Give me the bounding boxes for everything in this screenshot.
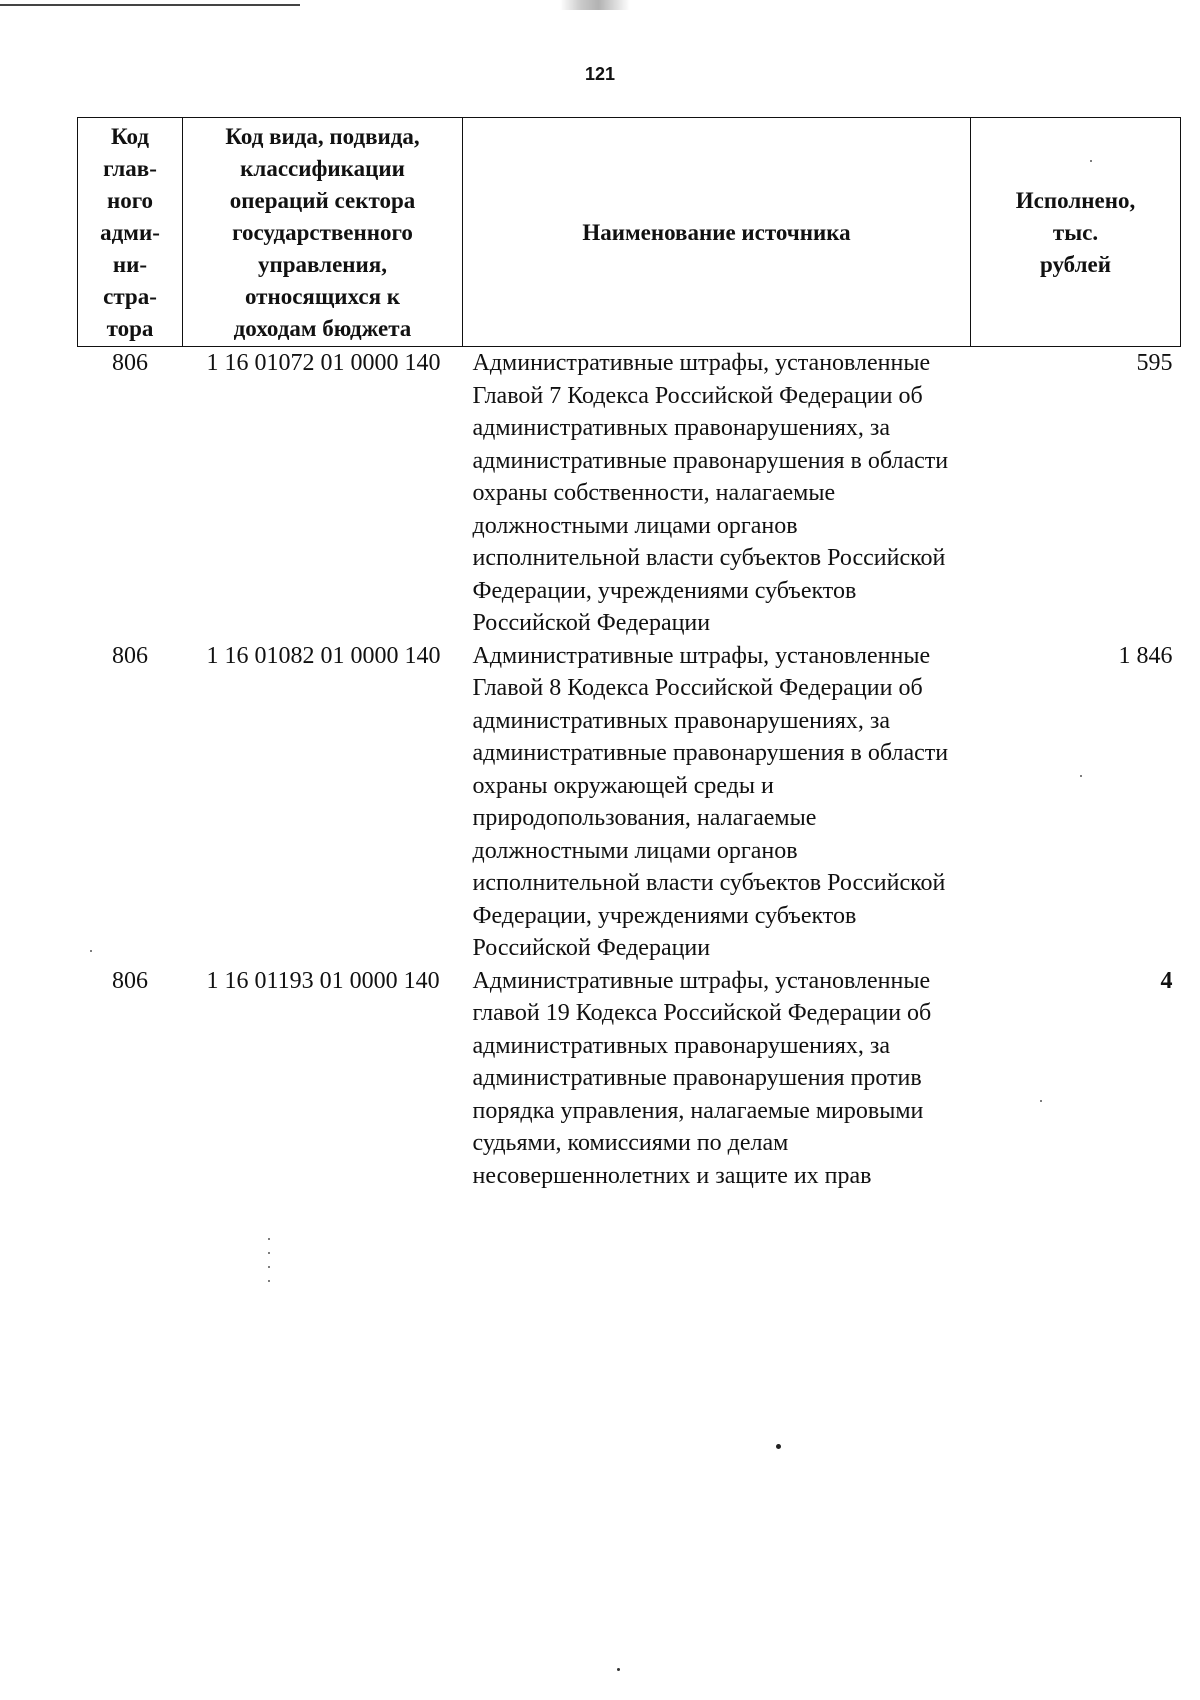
scan-speck: [268, 1266, 270, 1268]
table-header-row: [78, 118, 1181, 347]
budget-income-table: [77, 117, 1181, 1192]
table-row: [78, 347, 1181, 640]
scan-speck: [617, 1668, 620, 1671]
executed-amount-cell: 1 846: [1118, 642, 1173, 669]
scan-artifact: [560, 0, 630, 10]
scan-speck: [90, 950, 92, 952]
admin-code-cell: 806: [112, 350, 148, 376]
header-type-code: Код вида, подвида, классификации операций сектора государственного управления, относящихся к доходам бюджета: [183, 118, 463, 347]
scan-speck: [1080, 775, 1082, 777]
header-admin-code: Код глав- ного адми- ни- стра- тора: [78, 118, 183, 347]
admin-code-cell: 806: [112, 967, 148, 994]
scan-speck: [1040, 1100, 1042, 1102]
source-name-cell: Административные штрафы, установленные Главой 8 Кодекса Российской Федерации об административных правонарушениях, за административные правонарушения в области охраны окружающей среды и природопользования, налагаемые должностными лицами органов исполнительной власти субъектов Российской Федерации, учреждениями субъектов Российской Федерации: [472, 642, 949, 961]
type-code-cell: 1 16 01193 01 0000 140: [206, 967, 440, 994]
type-code-cell: 1 16 01082 01 0000 140: [206, 642, 441, 669]
source-name-cell: Административные штрафы, установленные Главой 7 Кодекса Российской Федерации об административных правонарушениях, за административные правонарушения в области охраны собственности, налагаемые должностными лицами органов исполнительной власти субъектов Российской Федерации, учреждениями субъектов Российской Федерации: [472, 350, 949, 636]
page-number: 121: [584, 64, 616, 84]
source-name-cell: Административные штрафы, установленные главой 19 Кодекса Российской Федерации об административных правонарушениях, за административные правонарушения против порядка управления, налагаемые мировыми судьями, комиссиями по делам несовершеннолетних и защите их прав: [472, 967, 932, 1189]
table-row: [78, 640, 1181, 965]
scan-top-rule: [0, 4, 300, 6]
scan-speck: [776, 1444, 781, 1449]
admin-code-cell: 806: [112, 642, 148, 669]
scan-speck: [268, 1280, 270, 1282]
scan-speck: [1090, 160, 1092, 162]
scan-speck: [268, 1238, 270, 1240]
executed-amount-cell: 4: [1160, 967, 1173, 994]
executed-amount-cell: 595: [1136, 350, 1173, 376]
table-row: [78, 965, 1181, 1193]
header-source-name: Наименование источника: [463, 118, 971, 347]
scan-speck: [268, 1252, 270, 1254]
header-executed: Исполнено, тыс. рублей: [971, 118, 1181, 347]
type-code-cell: 1 16 01072 01 0000 140: [206, 350, 441, 376]
